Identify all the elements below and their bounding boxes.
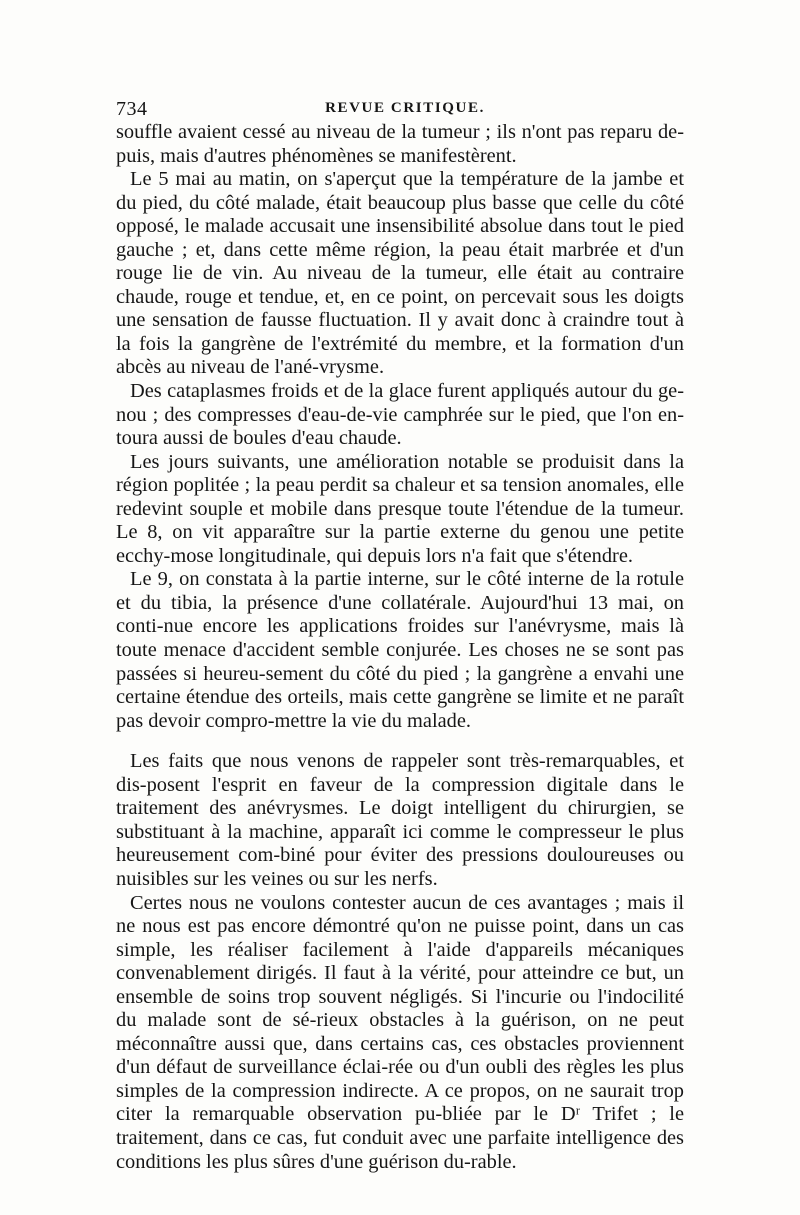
paragraph: Des cataplasmes froids et de la glace furent appliqués autour du ge-nou ; des compresses d'eau-de-vie camphrée sur le pied, que l'on en-toura aussi de boules d'eau chaude. [116,380,684,450]
paragraph: Certes nous ne voulons contester aucun de ces avantages ; mais il ne nous est pas encore démontré qu'on ne puisse point, dans un cas simple, les réaliser facilement à l'aide d'appareils mécaniques convenablement dirigés. Il faut à la vérité, pour atteindre ce but, un ensemble de soins trop souvent négligés. Si l'incurie ou l'indocilité du malade sont de sé-rieux obstacles à la guérison, on ne peut méconnaître aussi que, dans certains cas, ces obstacles proviennent d'un défaut de surveillance éclai-rée ou d'un oubli des règles les plus simples de la compression indirecte. A ce propos, on ne saurait trop citer la remarquable observation pu-bliée par le Dʳ Trifet ; le traitement, dans ce cas, fut conduit avec une parfaite intelligence des conditions les plus sûres d'une guérison du-rable. [116,891,684,1173]
paragraph: Les jours suivants, une amélioration notable se produisit dans la région poplitée ; la peau perdit sa chaleur et sa tension anomales, elle redevint souple et mobile dans presque toute l'étendue de la tumeur. Le 8, on vit apparaître sur la partie externe du genou une petite ecchy-mose longitudinale, qui depuis lors n'a fait que s'étendre. [116,450,684,567]
paragraph: Les faits que nous venons de rappeler sont très-remarquables, et dis-posent l'esprit en faveur de la compression digitale dans le traitement des anévrysmes. Le doigt intelligent du chirurgien, se substituant à la machine, apparaît ici comme le compresseur le plus heureusement com-biné pour éviter des pressions douloureuses ou nuisibles sur les veines ou sur les nerfs. [116,750,684,890]
body-text [116,121,684,1174]
running-title: REVUE CRITIQUE. [325,100,485,116]
paragraph: Le 9, on constata à la partie interne, sur le côté interne de la rotule et du tibia, la présence d'une collatérale. Aujourd'hui 13 mai, on conti-nue encore les applications froides sur l'anévrysme, mais là toute menace d'accident semble conjurée. Les choses ne se sont pas passées si heureu-sement du côté du pied ; la gangrène a envahi une certaine étendue des orteils, mais cette gangrène se limite et ne paraît pas devoir compro-mettre la vie du malade. [116,568,684,732]
page-number: 734 [116,98,148,120]
paragraph: Le 5 mai au matin, on s'aperçut que la température de la jambe et du pied, du côté malade, était beaucoup plus basse que celle du côté opposé, le malade accusait une insensibilité absolue dans tout le pied gauche ; et, dans cette même région, la peau était marbrée et d'un rouge lie de vin. Au niveau de la tumeur, elle était au contraire chaude, rouge et tendue, et, en ce point, on percevait sous les doigts une sensation de fausse fluctuation. Il y avait donc à craindre tout à la fois la gangrène de l'extrémité du membre, et la formation d'un abcès au niveau de l'ané-vrysme. [116,168,684,379]
paragraph: souffle avaient cessé au niveau de la tumeur ; ils n'ont pas reparu de-puis, mais d'autres phénomènes se manifestèrent. [116,121,684,167]
